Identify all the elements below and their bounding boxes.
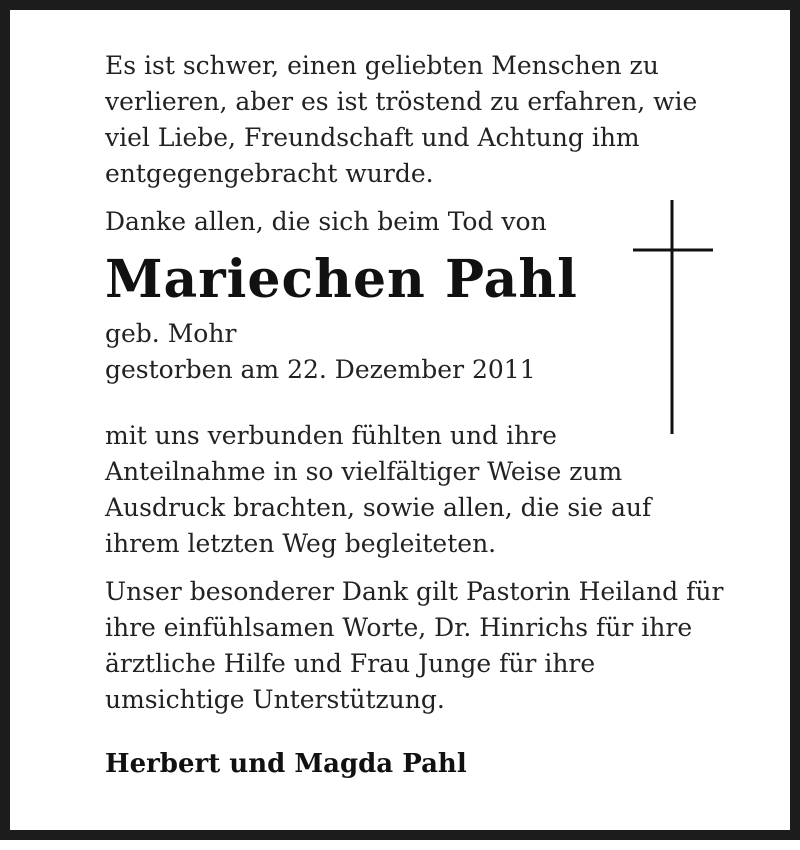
birth-name: geb. Mohr <box>105 319 237 348</box>
intro-line: verlieren, aber es ist tröstend zu erfahren, wie <box>105 87 698 116</box>
body-line: ihrem letzten Weg begleiteten. <box>105 529 497 558</box>
body-line: Anteilnahme in so vielfältiger Weise zum <box>105 457 623 486</box>
special-thanks-paragraph <box>105 574 745 718</box>
intro-line: entgegengebracht wurde. <box>105 159 434 188</box>
special-thanks-line: umsichtige Unterstützung. <box>105 685 445 714</box>
intro-paragraph <box>105 48 745 192</box>
special-thanks-line: ärztliche Hilfe und Frau Junge für ihre <box>105 649 596 678</box>
notice-content <box>105 48 745 782</box>
body-line: Ausdruck brachten, sowie allen, die sie auf <box>105 493 652 522</box>
body-paragraph <box>105 418 745 562</box>
date-of-death: gestorben am 22. Dezember 2011 <box>105 355 536 384</box>
deceased-name: Mariechen Pahl <box>105 249 578 310</box>
body-line: mit uns verbunden fühlten und ihre <box>105 421 557 450</box>
special-thanks-line: Unser besonderer Dank gilt Pastorin Heiland für <box>105 577 724 606</box>
special-thanks-line: ihre einfühlsamen Worte, Dr. Hinrichs für ihre <box>105 613 693 642</box>
signature: Herbert und Magda Pahl <box>105 749 467 779</box>
deceased-details <box>105 316 745 388</box>
thanks-line: Danke allen, die sich beim Tod von <box>105 207 547 236</box>
intro-line: Es ist schwer, einen geliebten Menschen zu <box>105 51 659 80</box>
intro-line: viel Liebe, Freundschaft und Achtung ihm <box>105 123 640 152</box>
